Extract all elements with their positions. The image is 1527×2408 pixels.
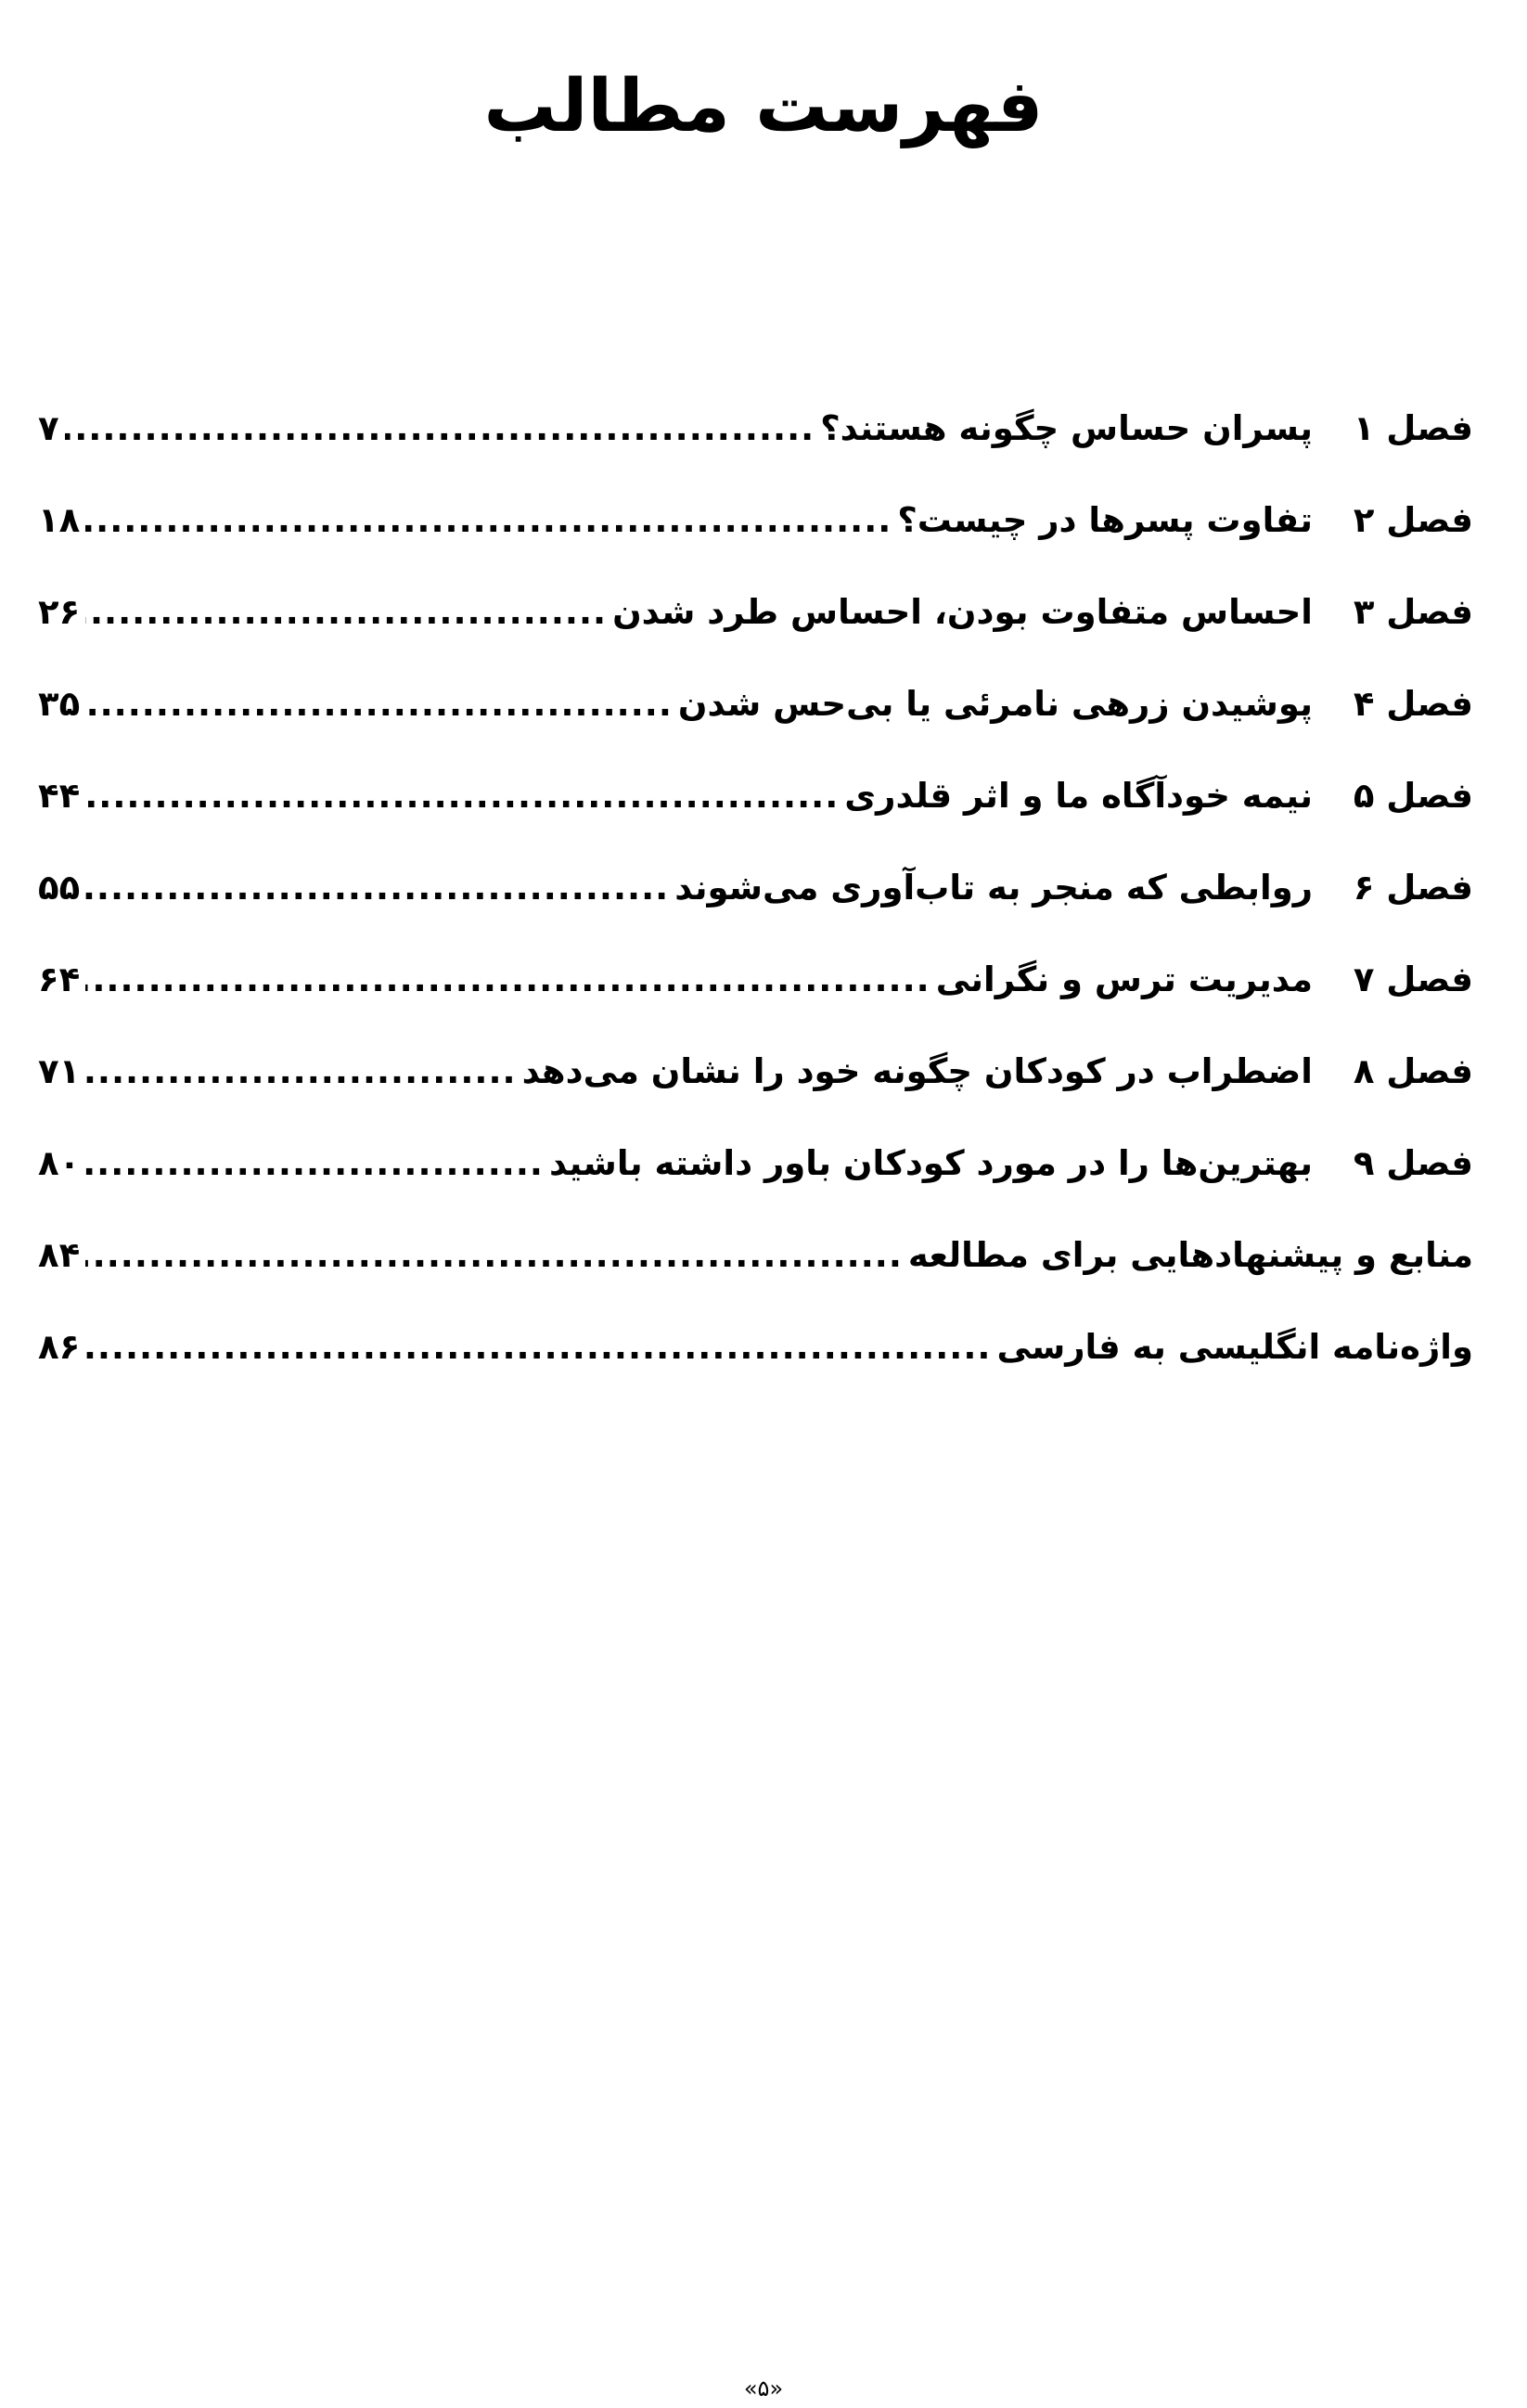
dot-leader (85, 1228, 903, 1283)
entry-title: نیمه خودآگاه ما و اثر قلدری (844, 776, 1313, 816)
entry-page-number: ۸۰ (38, 1143, 81, 1183)
entry-page-number: ۸۴ (38, 1235, 81, 1275)
entry-page-number: ۲۶ (38, 592, 81, 632)
dot-leader (85, 585, 607, 640)
entry-page-number: ۵۵ (38, 868, 81, 908)
entry-page-number: ۶۴ (38, 959, 81, 999)
toc-entry[interactable] (38, 768, 1473, 860)
chapter-label: فصل ۴ (1353, 684, 1473, 724)
entry-title: پسران حساس چگونه هستند؟ (820, 408, 1313, 448)
table-of-contents (38, 401, 1473, 1411)
toc-entry[interactable] (38, 401, 1473, 493)
dot-leader (85, 768, 839, 824)
entry-page-number: ۳۵ (38, 684, 81, 724)
dot-leader (85, 1044, 516, 1100)
toc-entry[interactable] (38, 860, 1473, 952)
entry-title: تفاوت پسرها در چیست؟ (897, 500, 1313, 540)
toc-entry[interactable] (38, 952, 1473, 1044)
chapter-label: فصل ۶ (1353, 868, 1473, 908)
chapter-label: فصل ۹ (1353, 1143, 1473, 1183)
entry-title: واژه‌نامه انگلیسی به فارسی (996, 1327, 1473, 1367)
entry-title: پوشیدن زرهی نامرئی یا بی‌حس شدن (677, 684, 1313, 724)
toc-entry[interactable] (38, 1320, 1473, 1411)
toc-entry[interactable] (38, 1136, 1473, 1228)
entry-title: احساس متفاوت بودن، احساس طرد شدن (612, 592, 1313, 632)
chapter-label: فصل ۲ (1353, 500, 1473, 540)
dot-leader (85, 676, 673, 732)
entry-title: اضطراب در کودکان چگونه خود را نشان می‌دهد (521, 1051, 1313, 1091)
dot-leader (85, 1320, 991, 1375)
chapter-label: فصل ۱ (1353, 408, 1473, 448)
toc-entry[interactable] (38, 493, 1473, 585)
entry-page-number: ۸۶ (38, 1327, 81, 1367)
entry-title: روابطی که منجر به تاب‌آوری می‌شوند (674, 868, 1313, 908)
toc-entry[interactable] (38, 1044, 1473, 1136)
entry-title: بهترین‌ها را در مورد کودکان باور داشته باشید (548, 1143, 1313, 1183)
chapter-label: فصل ۷ (1353, 959, 1473, 999)
entry-page-number: ۴۴ (38, 776, 81, 816)
dot-leader (85, 952, 930, 1008)
toc-entry[interactable] (38, 1228, 1473, 1320)
chapter-label: فصل ۵ (1353, 776, 1473, 816)
dot-leader (85, 493, 892, 548)
chapter-label: فصل ۸ (1353, 1051, 1473, 1091)
entry-title: منابع و پیشنهادهایی برای مطالعه (907, 1235, 1473, 1275)
toc-entry[interactable] (38, 676, 1473, 768)
dot-leader (85, 860, 669, 916)
toc-entry[interactable] (38, 585, 1473, 676)
dot-leader (85, 1136, 544, 1191)
entry-page-number: ۷ (38, 408, 59, 448)
entry-page-number: ۷۱ (38, 1051, 81, 1091)
page-number: «۵» (743, 2376, 784, 2402)
chapter-label: فصل ۳ (1353, 592, 1473, 632)
dot-leader (65, 401, 815, 457)
entry-title: مدیریت ترس و نگرانی (935, 959, 1313, 999)
entry-page-number: ۱۸ (38, 500, 81, 540)
page-title: فهرست مطالب (483, 65, 1044, 148)
